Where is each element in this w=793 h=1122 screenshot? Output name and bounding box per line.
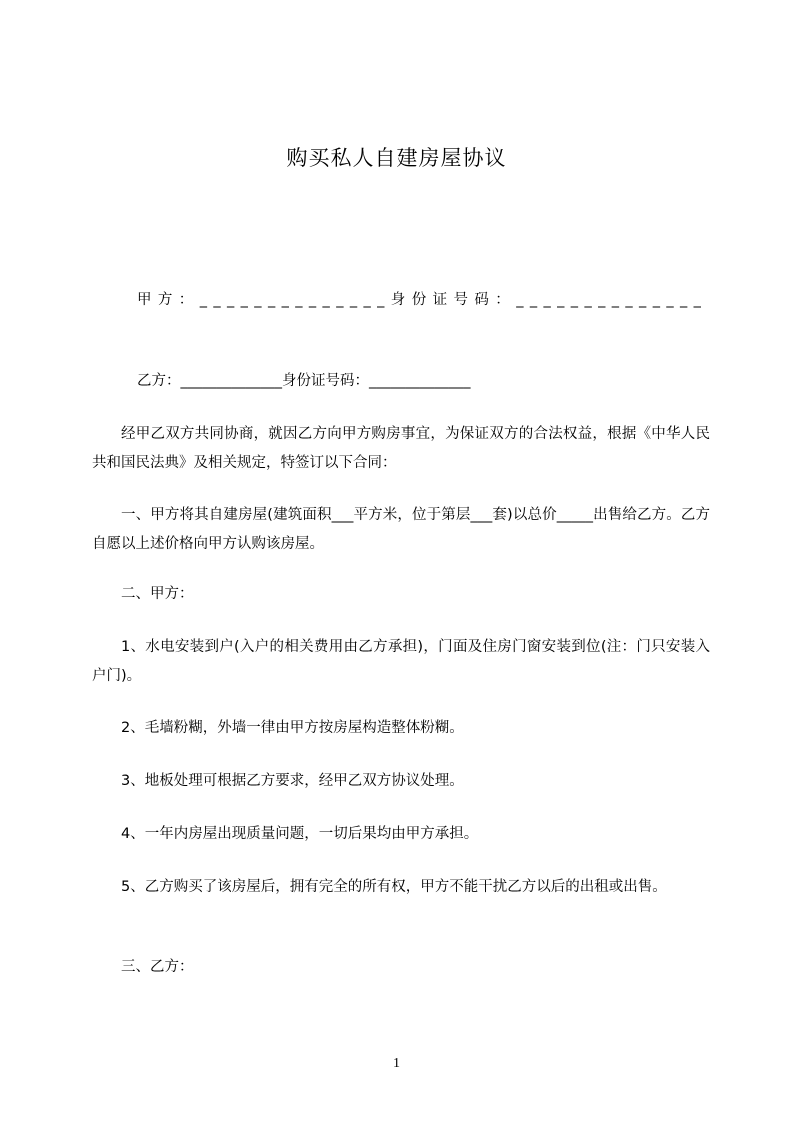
party-b-line: 乙方：______________身份证号码：______________ xyxy=(137,373,471,389)
clause-3-heading: 三、乙方： xyxy=(121,959,194,975)
clause-1-paragraph: 一、甲方将其自建房屋(建筑面积___平方米，位于第层___套)以总价_____出售给乙方。乙方自愿以上述价格向甲方认购该房屋。 xyxy=(92,507,710,552)
clause-2-item-1: 1、水电安装到户(入户的相关费用由乙方承担)，门面及住房门窗安装到位(注：门只安装入户门)。 xyxy=(92,639,710,684)
clause-2-item-2: 2、毛墙粉糊，外墙一律由甲方按房屋构造整体粉糊。 xyxy=(121,720,464,736)
clause-2-item-3: 3、地板处理可根据乙方要求，经甲乙双方协议处理。 xyxy=(121,773,464,789)
clause-2-item-5: 5、乙方购买了该房屋后，拥有完全的所有权，甲方不能干扰乙方以后的出租或出售。 xyxy=(121,879,667,895)
clause-2-item-4: 4、一年内房屋出现质量问题，一切后果均由甲方承担。 xyxy=(121,826,479,842)
party-a-line: 甲方：______________身份证号码：______________ xyxy=(137,292,708,308)
document-title: 购买私人自建房屋协议 xyxy=(286,146,507,170)
clause-2-heading: 二、甲方： xyxy=(121,586,194,602)
preamble-paragraph: 经甲乙双方共同协商，就因乙方向甲方购房事宜，为保证双方的合法权益，根据《中华人民共和国民法典》及相关规定，特签订以下合同： xyxy=(92,426,710,471)
page-number: 1 xyxy=(393,1056,400,1071)
